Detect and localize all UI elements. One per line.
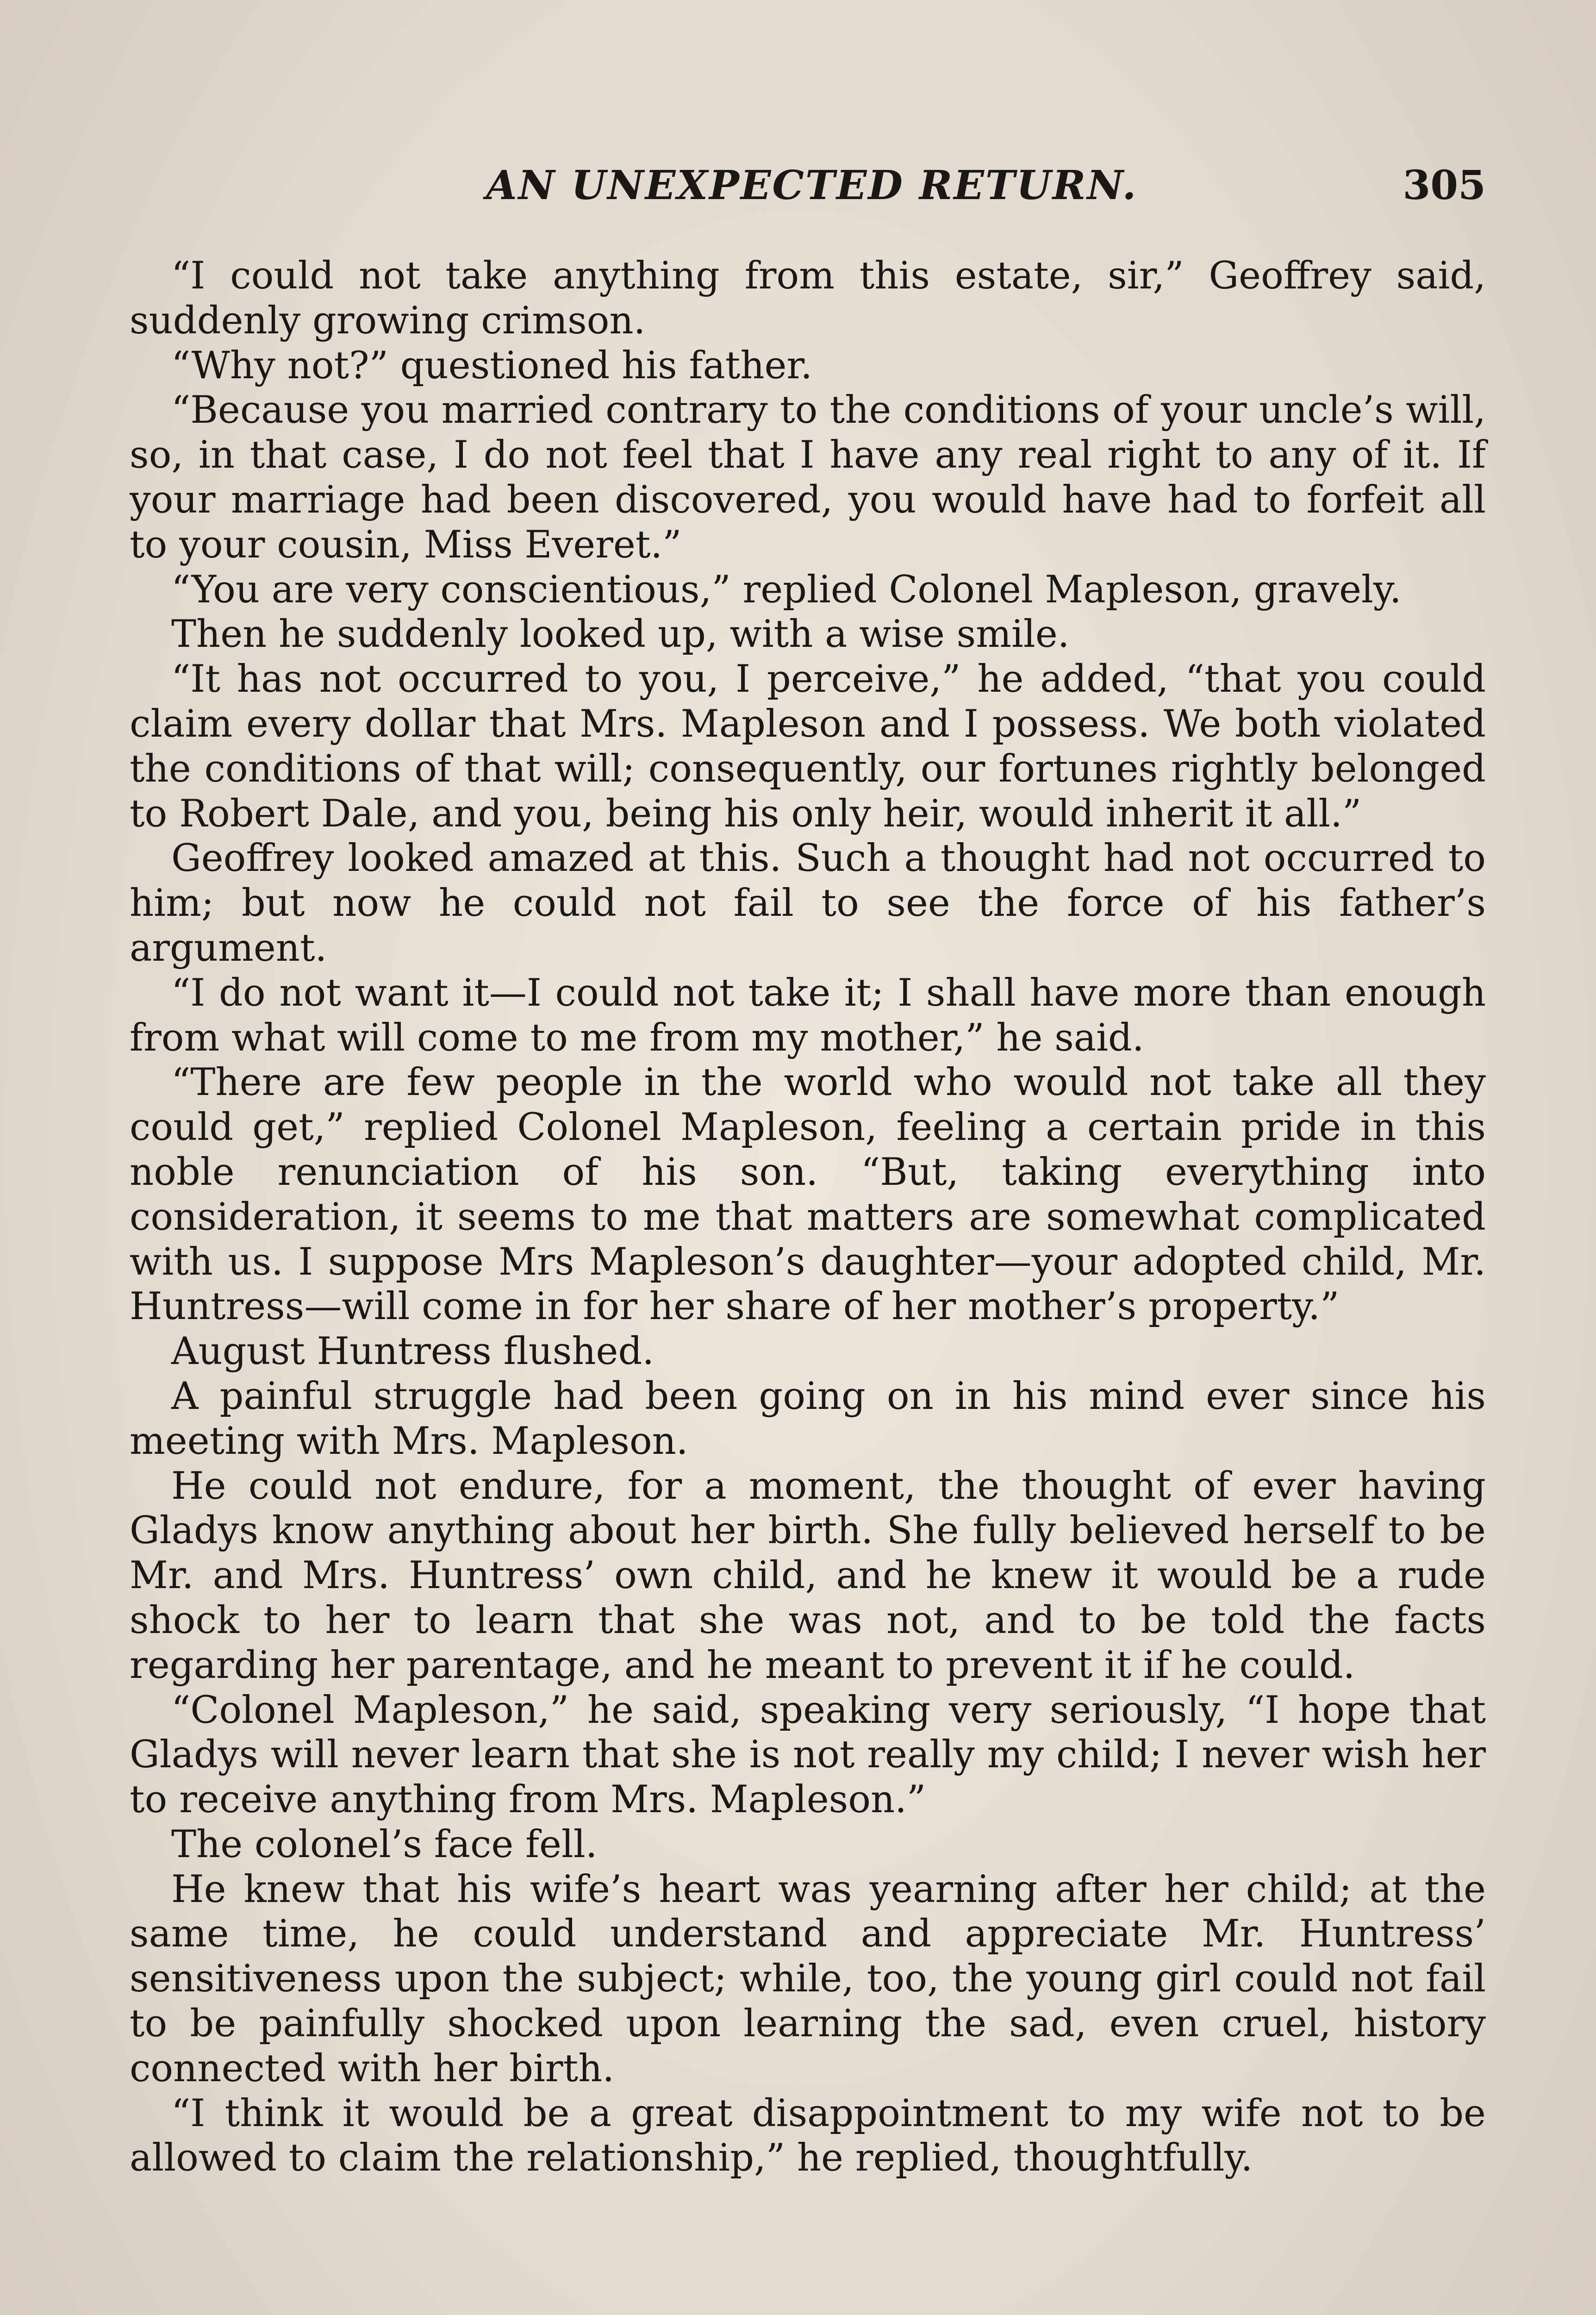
paragraph: “You are very conscientious,” replied Colonel Mapleson, gravely. [171, 568, 1402, 612]
paragraph: “Because you married contrary to the conditions of your uncle’s will, so, in that case, I do not feel that I have any real right to any of it. If your marriage had been discovered, you would have had to forfeit all to your cousin, Miss Everet.” [130, 388, 1486, 567]
paragraph: He could not endure, for a moment, the thought of ever having Gladys know anything about her birth. She fully believed herself to be Mr. and Mrs. Huntress’ own child, and he knew it would be a rude shock to her to learn that she was not, and to be told the facts regarding her parentage, and he meant to prevent it if he could. [130, 1464, 1486, 1687]
paragraph: August Huntress flushed. [171, 1330, 655, 1374]
paragraph: Then he suddenly looked up, with a wise smile. [171, 613, 1070, 657]
paragraph: “I could not take anything from this estate, sir,” Geoffrey said, suddenly growing crimson. [130, 254, 1486, 343]
paragraph: “It has not occurred to you, I perceive,” he added, “that you could claim every dollar that Mrs. Mapleson and I possess. We both violated the conditions of that will; consequently, our fortunes rightly belonged to Robert Dale, and you, being his only heir, would inherit it all.” [130, 657, 1486, 836]
page-header [130, 162, 1486, 218]
paragraph: Geoffrey looked amazed at this. Such a thought had not occurred to him; but now he could not fail to see the force of his father’s argument. [130, 837, 1486, 970]
paragraph: The colonel’s face fell. [171, 1822, 598, 1866]
paragraph: “I think it would be a great disappointment to my wife not to be allowed to claim the relationship,” he replied, thoughtfully. [130, 2091, 1486, 2180]
paragraph: “I do not want it—I could not take it; I shall have more than enough from what will come to me from my mother,” he said. [130, 971, 1486, 1060]
paragraph: “There are few people in the world who would not take all they could get,” replied Colonel Mapleson, feeling a certain pride in this noble renunciation of his son. “But, taking everything into consideration, it seems to me that matters are somewhat complicated with us. I suppose Mrs Mapleson’s daughter—your adopted child, Mr. Huntress—will come in for her share of her mother’s property.” [130, 1061, 1486, 1329]
body-text [130, 254, 1486, 2181]
running-title: AN UNEXPECTED RETURN. [486, 162, 1138, 209]
paragraph: A painful struggle had been going on in his mind ever since his meeting with Mrs. Mapleson. [130, 1374, 1486, 1463]
paragraph: He knew that his wife’s heart was yearning after her child; at the same time, he could understand and appreciate Mr. Huntress’ sensitiveness upon the subject; while, too, the young girl could not fail to be painfully shocked upon learning the sad, even cruel, history connected with her birth. [130, 1867, 1486, 2090]
page-number: 305 [1403, 162, 1486, 209]
paragraph: “Why not?” questioned his father. [171, 344, 812, 388]
paragraph: “Colonel Mapleson,” he said, speaking very seriously, “I hope that Gladys will never learn that she is not really my child; I never wish her to receive anything from Mrs. Mapleson.” [130, 1688, 1486, 1822]
